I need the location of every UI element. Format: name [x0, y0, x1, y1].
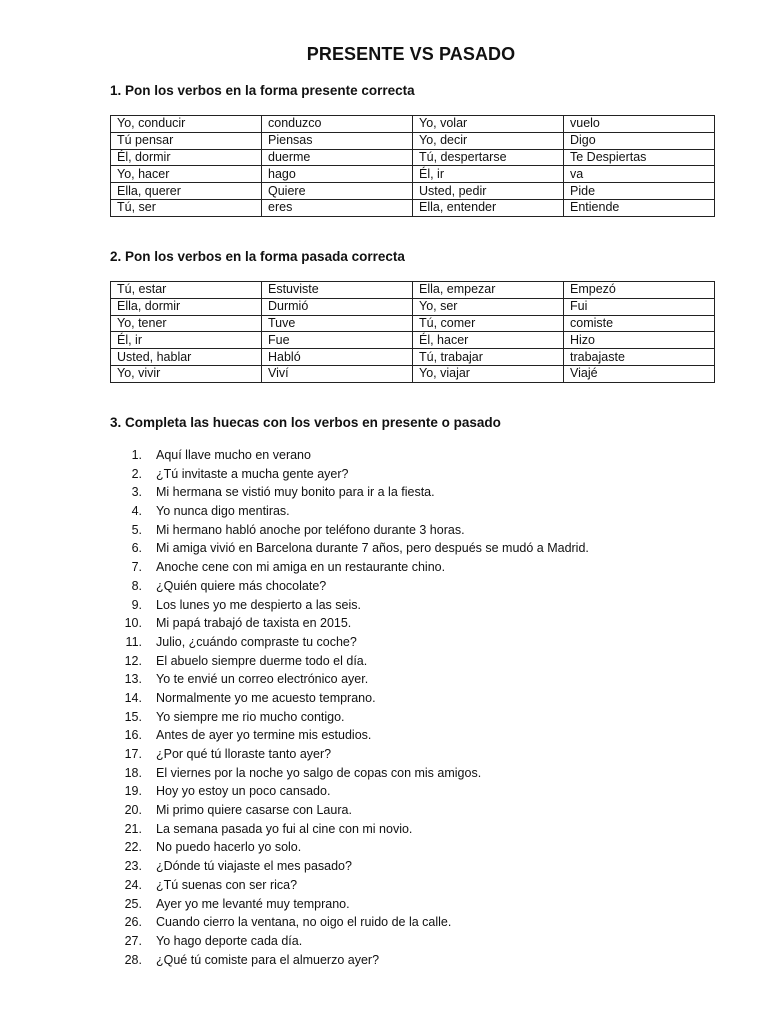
- conjugation-cell: duerme: [262, 149, 413, 166]
- conjugation-cell: Te Despiertas: [564, 149, 715, 166]
- table-row: [111, 149, 715, 166]
- list-item-text: El viernes por la noche yo salgo de copas con mis amigos.: [156, 765, 482, 780]
- list-item: [110, 539, 589, 558]
- list-item: [110, 652, 368, 671]
- list-item-text: Antes de ayer yo termine mis estudios.: [156, 728, 372, 743]
- sentence-list: [110, 446, 589, 969]
- conjugation-cell: hago: [262, 166, 413, 183]
- subject-verb-cell: Yo, ser: [413, 298, 564, 315]
- list-item-number: 24.: [124, 877, 142, 892]
- conjugation-cell: Digo: [564, 132, 715, 149]
- list-item: [110, 876, 298, 895]
- list-item-text: Mi primo quiere casarse con Laura.: [156, 803, 352, 818]
- conjugation-cell: trabajaste: [564, 349, 715, 366]
- list-item-text: Julio, ¿cuándo compraste tu coche?: [156, 634, 357, 649]
- list-item: [110, 577, 327, 596]
- list-item-number: 17.: [124, 747, 142, 761]
- table-row: [111, 365, 715, 382]
- list-item: [110, 708, 345, 727]
- subject-verb-cell: Tú, estar: [111, 282, 262, 299]
- subject-verb-cell: Tú, comer: [413, 315, 564, 332]
- list-item-text: El abuelo siempre duerme todo el día.: [156, 653, 368, 668]
- list-item-number: 12.: [124, 653, 142, 668]
- subject-verb-cell: Yo, vivir: [111, 365, 262, 382]
- list-item: [110, 502, 290, 521]
- list-item: [110, 820, 413, 839]
- section-1-heading: 1. Pon los verbos en la forma presente correcta: [110, 83, 415, 98]
- section-3-heading: 3. Completa las huecas con los verbos en presente o pasado: [110, 415, 501, 430]
- table-row: [111, 349, 715, 366]
- subject-verb-cell: Él, ir: [413, 166, 564, 183]
- list-item-number: 14.: [124, 690, 142, 705]
- list-item-text: Mi hermana se vistió muy bonito para ir a la fiesta.: [156, 485, 435, 500]
- list-item-number: 10.: [124, 616, 142, 631]
- conjugation-cell: Habló: [262, 349, 413, 366]
- list-item: [110, 801, 352, 820]
- list-item: [110, 895, 350, 914]
- list-item: [110, 596, 361, 615]
- list-item-text: ¿Dónde tú viajaste el mes pasado?: [156, 859, 352, 874]
- table-row: [111, 315, 715, 332]
- list-item-text: Yo te envié un correo electrónico ayer.: [156, 672, 369, 687]
- table-row: [111, 166, 715, 183]
- conjugation-cell: Durmió: [262, 298, 413, 315]
- subject-verb-cell: Yo, volar: [413, 116, 564, 133]
- conjugation-cell: Hizo: [564, 332, 715, 349]
- list-item-number: 25.: [124, 896, 142, 911]
- conjugation-cell: Fue: [262, 332, 413, 349]
- list-item-text: Hoy yo estoy un poco cansado.: [156, 784, 331, 799]
- list-item-text: Ayer yo me levanté muy temprano.: [156, 896, 350, 911]
- list-item-text: Normalmente yo me acuesto temprano.: [156, 690, 376, 705]
- table-row: [111, 199, 715, 216]
- list-item-text: Mi papá trabajó de taxista en 2015.: [156, 616, 352, 631]
- subject-verb-cell: Él, dormir: [111, 149, 262, 166]
- section-2-heading: 2. Pon los verbos en la forma pasada correcta: [110, 249, 405, 264]
- list-item: [110, 838, 302, 857]
- list-item-number: 21.: [124, 821, 142, 836]
- list-item-text: ¿Tú suenas con ser rica?: [156, 877, 298, 892]
- list-item: [110, 633, 357, 652]
- list-item: [110, 857, 352, 876]
- subject-verb-cell: Yo, tener: [111, 315, 262, 332]
- subject-verb-cell: Yo, hacer: [111, 166, 262, 183]
- list-item: [110, 726, 372, 745]
- list-item-number: 7.: [131, 560, 142, 575]
- table-row: [111, 298, 715, 315]
- list-item-number: 9.: [131, 597, 142, 612]
- list-item: [110, 483, 435, 502]
- conjugation-cell: Empezó: [564, 282, 715, 299]
- table-row: [111, 132, 715, 149]
- subject-verb-cell: Ella, dormir: [111, 298, 262, 315]
- list-item: [110, 782, 331, 801]
- list-item-number: 20.: [124, 803, 142, 818]
- subject-verb-cell: Ella, querer: [111, 183, 262, 200]
- subject-verb-cell: Yo, viajar: [413, 365, 564, 382]
- list-item-number: 23.: [124, 859, 142, 874]
- list-item-number: 22.: [124, 840, 142, 855]
- list-item-number: 28.: [124, 952, 142, 967]
- list-item-text: Mi hermano habló anoche por teléfono durante 3 horas.: [156, 522, 465, 537]
- list-item-number: 6.: [131, 541, 142, 556]
- conjugation-cell: Tuve: [262, 315, 413, 332]
- past-tense-table: [110, 281, 715, 383]
- list-item-text: Cuando cierro la ventana, no oigo el ruido de la calle.: [156, 915, 452, 930]
- list-item: [110, 951, 380, 970]
- subject-verb-cell: Él, ir: [111, 332, 262, 349]
- list-item-text: Anoche cene con mi amiga en un restaurante chino.: [156, 560, 446, 575]
- present-tense-table: [110, 115, 715, 217]
- conjugation-cell: eres: [262, 199, 413, 216]
- list-item: [110, 689, 376, 708]
- subject-verb-cell: Tú, ser: [111, 199, 262, 216]
- list-item-number: 18.: [124, 765, 142, 780]
- list-item-text: Aquí llave mucho en verano: [156, 448, 311, 462]
- conjugation-cell: Viajé: [564, 365, 715, 382]
- list-item-text: ¿Tú invitaste a mucha gente ayer?: [156, 466, 349, 481]
- conjugation-cell: Entiende: [564, 199, 715, 216]
- list-item: [110, 558, 446, 577]
- list-item: [110, 446, 311, 465]
- page-title: PRESENTE VS PASADO: [306, 44, 516, 64]
- list-item: [110, 764, 482, 783]
- list-item-text: ¿Qué tú comiste para el almuerzo ayer?: [156, 952, 380, 967]
- subject-verb-cell: Usted, hablar: [111, 349, 262, 366]
- subject-verb-cell: Ella, entender: [413, 199, 564, 216]
- conjugation-cell: conduzco: [262, 116, 413, 133]
- list-item-number: 4.: [131, 504, 142, 519]
- list-item-text: Los lunes yo me despierto a las seis.: [156, 597, 361, 612]
- table-row: [111, 116, 715, 133]
- conjugation-cell: comiste: [564, 315, 715, 332]
- subject-verb-cell: Tú, trabajar: [413, 349, 564, 366]
- conjugation-cell: va: [564, 166, 715, 183]
- list-item-number: 1.: [131, 448, 142, 462]
- conjugation-cell: Piensas: [262, 132, 413, 149]
- conjugation-cell: vuelo: [564, 116, 715, 133]
- conjugation-cell: Estuviste: [262, 282, 413, 299]
- table-row: [111, 332, 715, 349]
- list-item-number: 8.: [131, 578, 142, 593]
- list-item: [110, 932, 303, 951]
- subject-verb-cell: Yo, decir: [413, 132, 564, 149]
- list-item-number: 11.: [125, 634, 142, 649]
- list-item-text: Yo hago deporte cada día.: [156, 933, 303, 948]
- list-item-number: 15.: [124, 709, 142, 724]
- list-item-text: Yo nunca digo mentiras.: [156, 504, 290, 519]
- subject-verb-cell: Yo, conducir: [111, 116, 262, 133]
- subject-verb-cell: Él, hacer: [413, 332, 564, 349]
- list-item-text: La semana pasada yo fui al cine con mi novio.: [156, 821, 413, 836]
- subject-verb-cell: Tú pensar: [111, 132, 262, 149]
- list-item-number: 2.: [131, 466, 142, 481]
- list-item-number: 16.: [124, 728, 142, 743]
- list-item-number: 26.: [124, 915, 142, 930]
- list-item: [110, 913, 452, 932]
- list-item-number: 19.: [124, 784, 142, 799]
- subject-verb-cell: Usted, pedir: [413, 183, 564, 200]
- list-item-text: Mi amiga vivió en Barcelona durante 7 años, pero después se mudó a Madrid.: [156, 541, 589, 556]
- list-item-text: ¿Por qué tú lloraste tanto ayer?: [156, 747, 332, 761]
- list-item-number: 13.: [124, 672, 142, 687]
- subject-verb-cell: Tú, despertarse: [413, 149, 564, 166]
- list-item: [110, 521, 465, 540]
- list-item: [110, 745, 332, 764]
- conjugation-cell: Viví: [262, 365, 413, 382]
- list-item-number: 5.: [131, 522, 142, 537]
- table-row: [111, 183, 715, 200]
- conjugation-cell: Fui: [564, 298, 715, 315]
- list-item-text: No puedo hacerlo yo solo.: [156, 840, 302, 855]
- conjugation-cell: Quiere: [262, 183, 413, 200]
- list-item-number: 27.: [124, 933, 142, 948]
- conjugation-cell: Pide: [564, 183, 715, 200]
- list-item: [110, 465, 349, 484]
- list-item-text: Yo siempre me rio mucho contigo.: [156, 709, 345, 724]
- list-item: [110, 614, 352, 633]
- list-item: [110, 670, 369, 689]
- table-row: [111, 282, 715, 299]
- list-item-number: 3.: [131, 485, 142, 500]
- list-item-text: ¿Quién quiere más chocolate?: [156, 578, 327, 593]
- subject-verb-cell: Ella, empezar: [413, 282, 564, 299]
